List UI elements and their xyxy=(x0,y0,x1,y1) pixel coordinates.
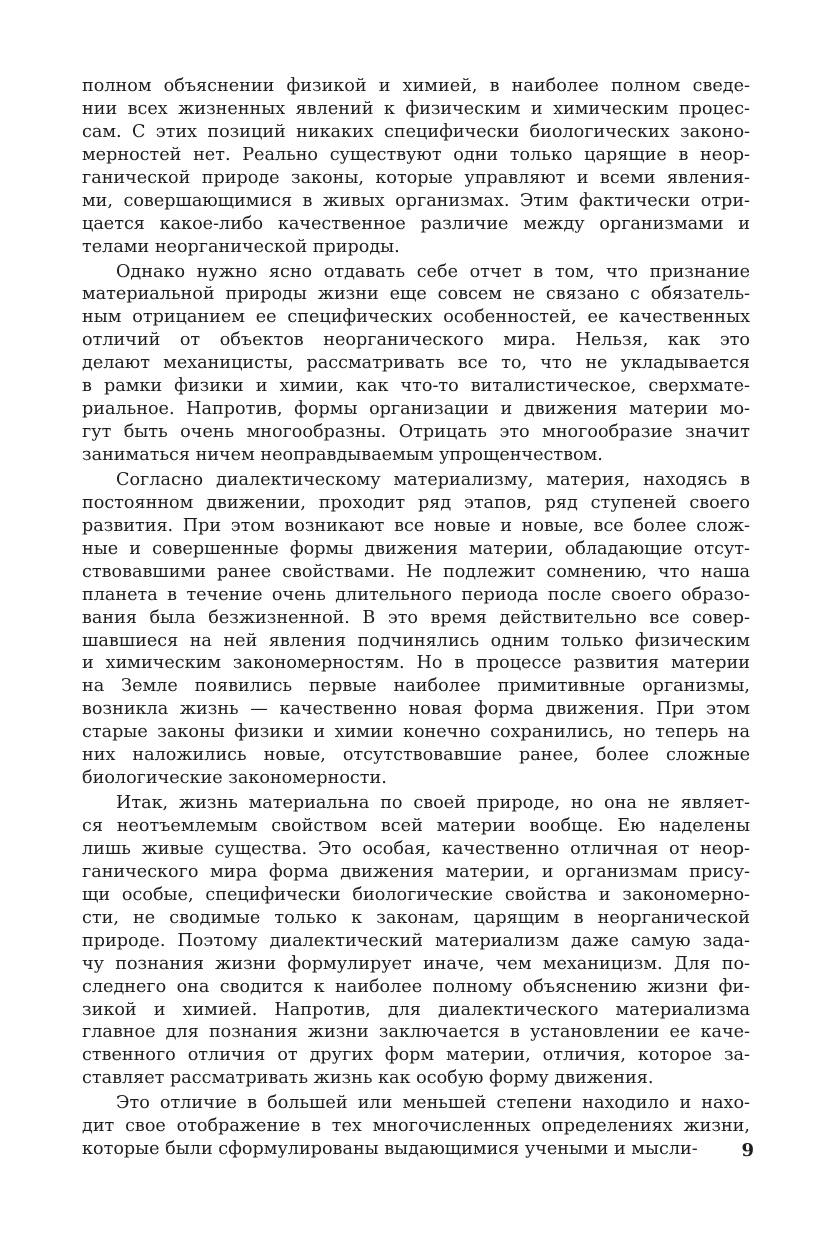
text-line: и химическим закономерностям. Но в процессе развития материи xyxy=(82,653,750,674)
text-line: ся неотъемлемым свойством всей материи вообще. Ею наделены xyxy=(82,816,750,836)
text-line: планета в течение очень длительного периода после своего образо- xyxy=(82,584,750,605)
text-line: сти, не сводимые только к законам, царящим в неорганической xyxy=(82,907,750,928)
text-line: ные и совершенные формы движения материи, обладающие отсут- xyxy=(82,538,750,559)
text-line: зикой и химией. Напротив, для диалектического материализма xyxy=(82,999,750,1020)
text-line: в рамки физики и химии, как что-то виталистическое, сверхмате- xyxy=(82,376,750,397)
text-line: Согласно диалектическому материализму, материя, находясь в xyxy=(116,469,750,490)
text-line: возникла жизнь — качественно новая форма движения. При этом xyxy=(82,699,750,720)
body-text xyxy=(82,75,750,1161)
text-line: ным отрицанием ее специфических особенностей, ее качественных xyxy=(82,307,750,328)
text-line: риальное. Напротив, формы организации и движения материи мо- xyxy=(82,399,750,420)
text-line: на Земле появились первые наиболее примитивные организмы, xyxy=(82,676,750,697)
text-line: ганической природе законы, которые управляют и всеми явления- xyxy=(82,167,750,188)
text-line: них наложились новые, отсутствовавшие ранее, более сложные xyxy=(82,745,750,766)
page-number: 9 xyxy=(741,1140,754,1161)
text-line: цается какое-либо качественное различие между организмами и xyxy=(82,213,750,234)
text-line: нии всех жизненных явлений к физическим и химическим процес- xyxy=(82,98,750,119)
text-line: сам. С этих позиций никаких специфически биологических законо- xyxy=(82,121,750,142)
text-line: Итак, жизнь материальна по своей природе, но она не являет- xyxy=(116,793,750,814)
text-line: ми, совершающимися в живых организмах. Этим фактически отри- xyxy=(82,190,750,211)
text-line: Это отличие в большей или меньшей степени находило и нахо- xyxy=(116,1093,750,1114)
text-line: ствовавшими ранее свойствами. Не подлежит сомнению, что наша xyxy=(82,561,750,582)
text-line: биологические закономерности. xyxy=(82,768,387,789)
text-line: материальной природы жизни еще совсем не связано с обязатель- xyxy=(82,284,750,305)
text-line: дит свое отображение в тех многочисленных определениях жизни, xyxy=(82,1116,750,1137)
text-line: главное для познания жизни заключается в установлении ее каче- xyxy=(82,1022,750,1043)
text-line: ганического мира форма движения материи, и организмам прису- xyxy=(82,861,750,882)
text-line: заниматься ничем неоправдываемым упрощенчеством. xyxy=(82,445,603,465)
text-line: вания была безжизненной. В это время действительно все совер- xyxy=(82,607,750,628)
text-line: гут быть очень многообразны. Отрицать это многообразие значит xyxy=(82,422,750,443)
text-line: ставляет рассматривать жизнь как особую форму движения. xyxy=(82,1068,654,1089)
text-line: отличий от объектов неорганического мира. Нельзя, как это xyxy=(82,330,750,351)
text-line: щи особые, специфически биологические свойства и закономерно- xyxy=(82,884,750,905)
text-line: старые законы физики и химии конечно сохранились, но теперь на xyxy=(82,722,750,743)
text-line: Однако нужно ясно отдавать себе отчет в том, что признание xyxy=(116,261,750,282)
text-line: чу познания жизни формулирует иначе, чем механицизм. Для по- xyxy=(82,953,750,974)
text-line: постоянном движении, проходит ряд этапов, ряд ступеней своего xyxy=(82,492,750,513)
text-line: шавшиеся на ней явления подчинялись одним только физическим xyxy=(82,630,750,651)
text-line: делают механицисты, рассматривать все то, что не укладывается xyxy=(82,353,750,374)
text-line: ственного отличия от других форм материи, отличия, которое за- xyxy=(82,1045,750,1066)
text-line: следнего она сводится к наиболее полному объяснению жизни фи- xyxy=(82,976,750,997)
text-line: лишь живые существа. Это особая, качественно отличная от неор- xyxy=(82,838,750,859)
text-line: полном объяснении физикой и химией, в наиболее полном сведе- xyxy=(82,76,750,96)
text-line: развития. При этом возникают все новые и новые, все более слож- xyxy=(82,515,750,536)
text-line: природе. Поэтому диалектический материализм даже самую зада- xyxy=(82,930,750,951)
text-line: мерностей нет. Реально существуют одни только царящие в неор- xyxy=(82,144,750,165)
text-line: которые были сформулированы выдающимися учеными и мысли- xyxy=(82,1139,698,1160)
text-line: телами неорганической природы. xyxy=(82,236,400,257)
